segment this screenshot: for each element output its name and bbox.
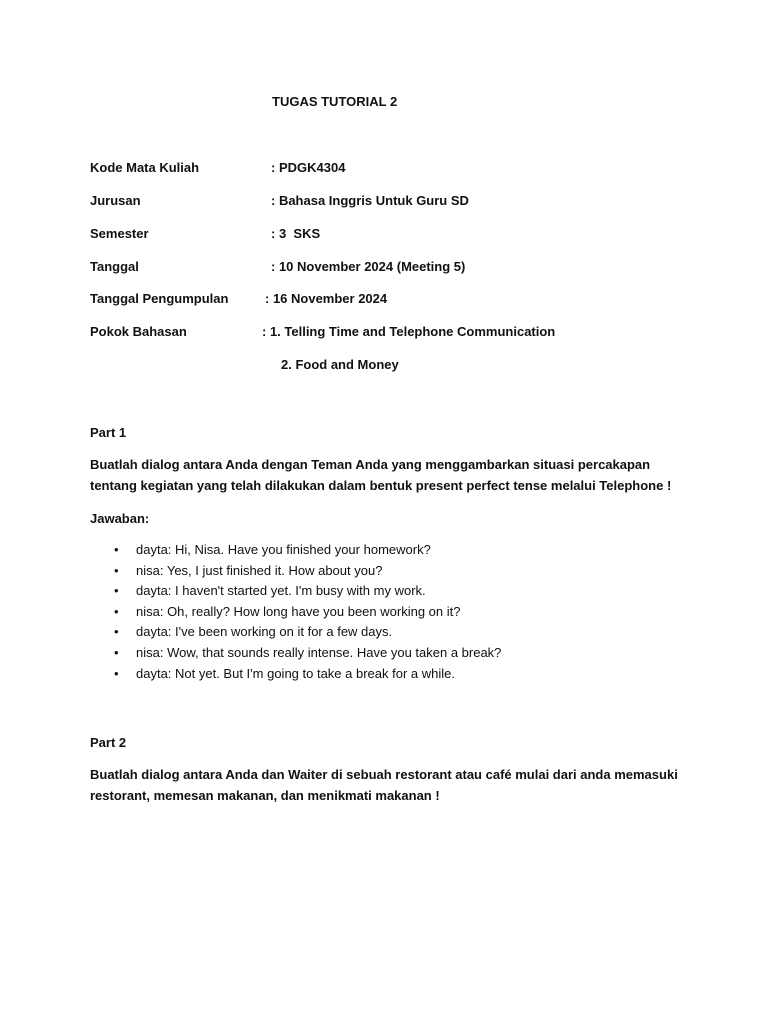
list-item	[90, 602, 501, 623]
bullet-icon: •	[114, 624, 119, 640]
part2-heading: Part 2	[90, 735, 127, 750]
list-item	[90, 540, 501, 561]
dialog-line: dayta: I haven't started yet. I'm busy with my work.	[136, 583, 426, 599]
dialog-list	[90, 540, 501, 684]
pokok-bahasan-item-2: 2. Food and Money	[281, 357, 399, 372]
part2-instruction: Buatlah dialog antara Anda dan Waiter di sebuah restorant atau café mulai dari anda memasuki restorant, memesan makanan, dan menikmati makanan !	[90, 767, 678, 803]
info-value: : PDGK4304	[271, 160, 346, 175]
info-value: : 1. Telling Time and Telephone Communication	[262, 324, 556, 339]
dialog-line: dayta: I've been working on it for a few days.	[136, 624, 393, 640]
bullet-icon: •	[114, 562, 119, 578]
bullet-icon: •	[114, 542, 119, 557]
bullet-icon: •	[114, 665, 119, 681]
part1-instruction: Buatlah dialog antara Anda dengan Teman Anda yang menggambarkan situasi percakapan tentang kegiatan yang telah dilakukan dalam bentuk present perfect tense melalui Telephone !	[90, 457, 672, 493]
dialog-line: nisa: Yes, I just finished it. How about you?	[136, 562, 383, 578]
info-value: : 16 November 2024	[265, 291, 388, 306]
info-label: Tanggal Pengumpulan	[90, 291, 229, 306]
bullet-icon: •	[114, 644, 119, 660]
bullet-icon: •	[114, 583, 119, 599]
dialog-line: nisa: Wow, that sounds really intense. Have you taken a break?	[136, 644, 502, 660]
dialog-line: dayta: Not yet. But I'm going to take a break for a while.	[136, 665, 455, 681]
info-label: Tanggal	[90, 259, 139, 274]
info-label: Kode Mata Kuliah	[90, 160, 200, 175]
bullet-icon: •	[114, 603, 119, 619]
info-value: : 3 SKS	[271, 226, 321, 241]
answer-label: Jawaban:	[90, 511, 150, 526]
list-item	[90, 622, 501, 643]
document-title: TUGAS TUTORIAL 2	[272, 94, 398, 109]
list-item	[90, 561, 501, 582]
info-value: : Bahasa Inggris Untuk Guru SD	[271, 193, 469, 208]
dialog-line: nisa: Oh, really? How long have you been working on it?	[136, 603, 461, 619]
info-label: Semester	[90, 226, 149, 241]
list-item	[90, 581, 501, 602]
info-label: Jurusan	[90, 193, 141, 208]
info-label: Pokok Bahasan	[90, 324, 187, 339]
info-value: : 10 November 2024 (Meeting 5)	[271, 259, 466, 274]
list-item	[90, 664, 501, 685]
dialog-line: dayta: Hi, Nisa. Have you finished your homework?	[136, 542, 431, 557]
list-item	[90, 643, 501, 664]
part1-heading: Part 1	[90, 425, 127, 440]
